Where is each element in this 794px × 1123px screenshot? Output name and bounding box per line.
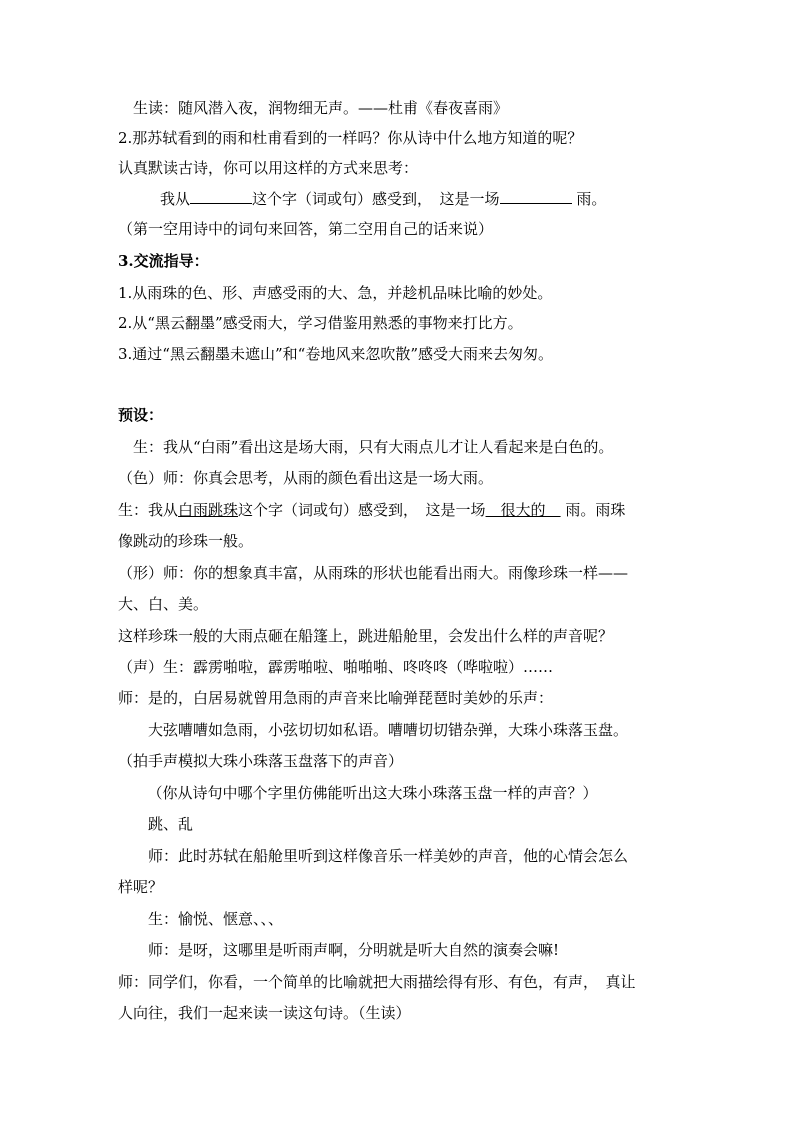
student-answer-sound: （声）生：霹雳啪啦，霹雳啪啦、啪啪啪、咚咚咚（哗啦啦）…… xyxy=(118,658,554,676)
filled-answer-2: 很大的 xyxy=(485,501,561,519)
blank-2 xyxy=(500,189,572,204)
teacher-response-shape-cont: 大、白、美。 xyxy=(118,595,209,613)
filled-part-2: 这个字（词或句）感受到， 这是一场 xyxy=(238,501,486,519)
student-mood-answer: 生：愉悦、惬意、、、 xyxy=(118,910,284,928)
template-part-3: 雨。 xyxy=(576,190,607,208)
question-which-word: （你从诗句中哪个字里仿佛能听出这大珠小珠落玉盘一样的声音？） xyxy=(140,784,598,802)
teacher-concert: 师：是呀，这哪里是听雨声啊，分明就是听大自然的演奏会嘛! xyxy=(118,941,560,959)
pipa-poem-line: 大弦嘈嘈如急雨，小弦切切如私语。嘈嘈切切错杂弹，大珠小珠落玉盘。 xyxy=(118,721,629,739)
fill-in-template xyxy=(160,189,606,209)
teacher-summary: 师：同学们，你看，一个简单的比喻就把大雨描绘得有形、有色，有声， 真让 xyxy=(118,973,636,991)
filled-part-1: 生：我从 xyxy=(118,501,179,519)
guide-point-2: 2.从“黑云翻墨”感受雨大，学习借鉴用熟悉的事物来打比方。 xyxy=(118,314,523,332)
poem-reading-line: 生读：随风潜入夜，润物细无声。——杜甫《春夜喜雨》 xyxy=(118,99,509,117)
teacher-mood-question: 师：此时苏轼在船舱里听到这样像音乐一样美妙的声音，他的心情会怎么 xyxy=(118,847,629,865)
filled-answer-1: 白雨跳珠 xyxy=(178,501,239,519)
fill-in-note: （第一空用诗中的词句来回答，第二空用自己的话来说） xyxy=(118,220,494,238)
template-part-1: 我从 xyxy=(160,190,191,208)
teacher-response-shape: （形）师：你的想象真丰富，从雨珠的形状也能看出雨大。雨像珍珠一样—— xyxy=(118,564,629,582)
student-answer-white-rain: 生：我从“白雨”看出这是场大雨，只有大雨点儿才让人看起来是白色的。 xyxy=(118,438,614,456)
blank-1 xyxy=(190,189,252,204)
clapping-note: （拍手声模拟大珠小珠落玉盘落下的声音） xyxy=(118,752,404,770)
teacher-bai-juyi: 师：是的，白居易就曾用急雨的声音来比喻弹琵琶时美妙的乐声： xyxy=(118,689,554,707)
guide-point-3: 3.通过“黑云翻墨未遮山”和“卷地风来忽吹散”感受大雨来去匆匆。 xyxy=(118,345,553,363)
teacher-response-color: （色）师：你真会思考，从雨的颜色看出这是一场大雨。 xyxy=(118,469,494,487)
answer-words: 跳、乱 xyxy=(118,815,194,833)
question-sound: 这样珍珠一般的大雨点砸在船篷上，跳进船舱里，会发出什么样的声音呢？ xyxy=(118,627,614,645)
teacher-summary-cont: 人向往，我们一起来读一读这句诗。（生读） xyxy=(118,1004,411,1022)
template-part-2: 这个字（词或句）感受到， 这是一场 xyxy=(252,190,500,208)
student-answer-filled xyxy=(118,500,625,520)
instruction-line: 认真默读古诗，你可以用这样的方式来思考： xyxy=(118,159,419,177)
question-2: 2.那苏轼看到的雨和杜甫看到的一样吗？你从诗中什么地方知道的呢？ xyxy=(118,129,583,147)
student-answer-filled-cont: 像跳动的珍珠一般。 xyxy=(118,532,254,550)
section-heading-preset: 预设： xyxy=(118,406,164,424)
teacher-mood-question-cont: 样呢？ xyxy=(118,878,164,896)
filled-part-3: 雨。雨珠 xyxy=(565,501,626,519)
guide-point-1: 1.从雨珠的色、形、声感受雨的大、急，并趁机品味比喻的妙处。 xyxy=(118,284,553,302)
section-heading-exchange: 3.交流指导： xyxy=(118,252,209,270)
